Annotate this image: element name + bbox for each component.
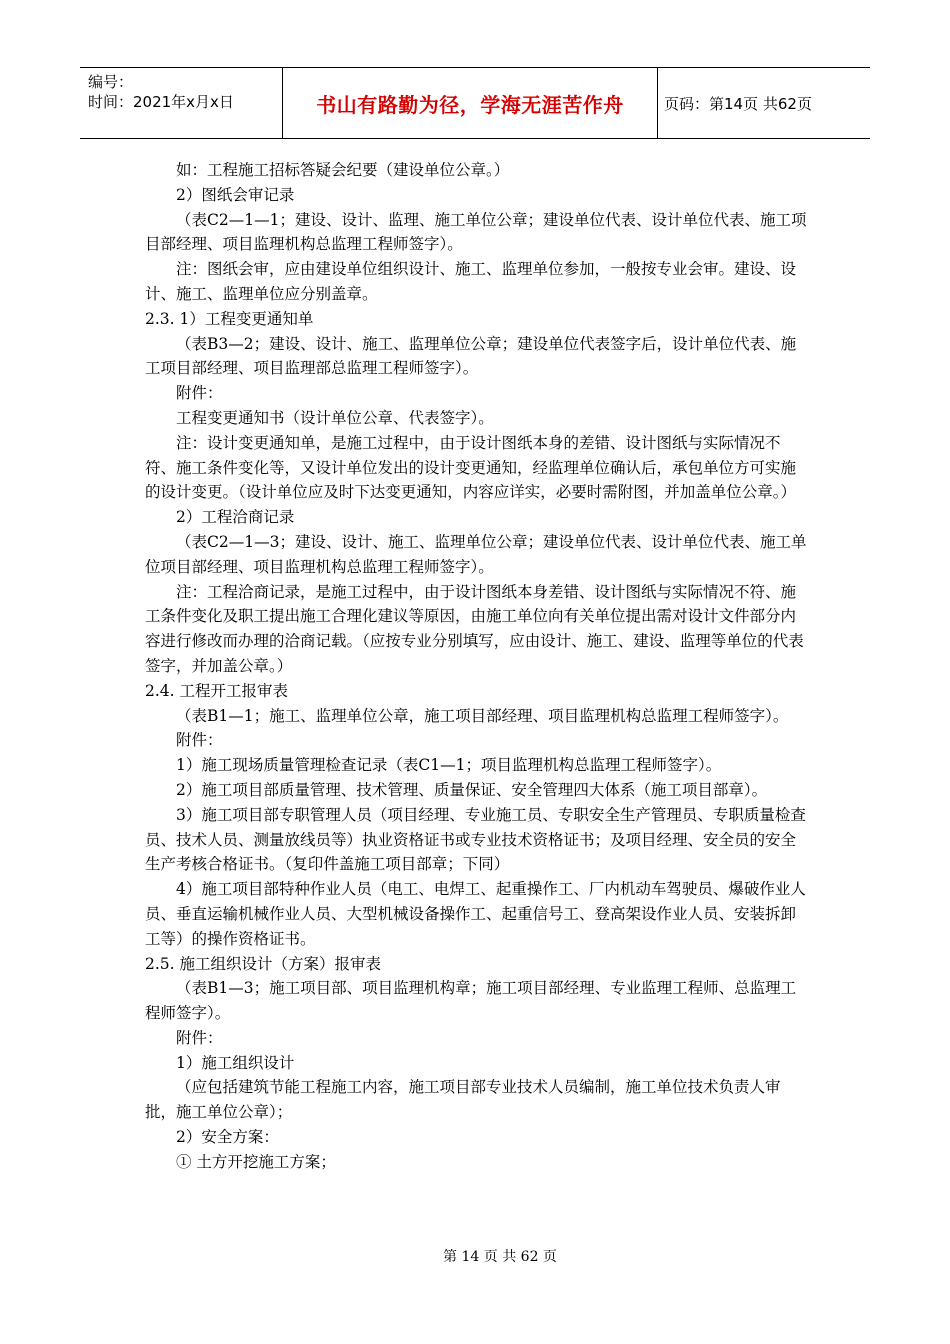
paragraph: ① 土方开挖施工方案； bbox=[176, 1152, 336, 1171]
footer-page-number: 第 14 页 共 62 页 bbox=[443, 1249, 557, 1265]
code-label: 编号： bbox=[88, 73, 134, 91]
paragraph: 1）施工现场质量管理检查记录（表C1—1；项目监理机构总监理工程师签字）。 bbox=[176, 756, 722, 775]
page-header bbox=[80, 67, 870, 139]
paragraph: 工程变更通知书（设计单位公章、代表签字）。 bbox=[176, 408, 494, 427]
paragraph: 2）安全方案： bbox=[176, 1128, 279, 1147]
paragraph: 注：图纸会审，应由建设单位组织设计、施工、监理单位参加，一般按专业会审。建设、设计、施工、监理单位应分别盖章。 bbox=[145, 260, 797, 303]
header-page-info: 页码：第14页 共62页 bbox=[664, 94, 812, 113]
paragraph: 1）施工组织设计 bbox=[176, 1053, 295, 1072]
paragraph: 4）施工项目部特种作业人员（电工、电焊工、起重操作工、厂内机动车驾驶员、爆破作业人员、垂直运输机械作业人员、大型机械设备操作工、起重信号工、登高架设作业人员、安装拆卸工等）的操作资格证书。 bbox=[145, 880, 806, 948]
paragraph: （应包括建筑节能工程施工内容，施工项目部专业技术人员编制，施工单位技术负责人审批，施工单位公章）； bbox=[145, 1078, 781, 1122]
paragraph: 2）图纸会审记录 bbox=[176, 185, 295, 204]
paragraph: （表B1—3；施工项目部、项目监理机构章；施工项目部经理、专业监理工程师、总监理工程师签字）。 bbox=[145, 979, 797, 1023]
header-motto: 书山有路勤为径，学海无涯苦作舟 bbox=[282, 68, 658, 138]
paragraph: 2）工程洽商记录 bbox=[176, 508, 295, 527]
paragraph: 如：工程施工招标答疑会纪要（建设单位公章。） bbox=[176, 161, 510, 179]
header-meta bbox=[80, 68, 282, 138]
paragraph: 附件： bbox=[176, 1028, 223, 1047]
page-footer bbox=[0, 1246, 950, 1266]
paragraph: （表C2—1—1；建设、设计、监理、施工单位公章；建设单位代表、设计单位代表、施工项目部经理、项目监理机构总监理工程师签字）。 bbox=[145, 210, 807, 254]
paragraph: 附件： bbox=[176, 384, 223, 403]
paragraph: 附件： bbox=[176, 731, 223, 750]
section-heading: 2.5. 施工组织设计（方案）报审表 bbox=[145, 954, 382, 973]
document-body bbox=[145, 158, 810, 1175]
paragraph: 注：工程洽商记录，是施工过程中，由于设计图纸本身差错、设计图纸与实际情况不符、施工条件变化及职工提出施工合理化建议等原因，由施工单位向有关单位提出需对设计文件部分内容进行修改而办理的洽商记载。（应按专业分别填写，应由设计、施工、建设、监理等单位的代表签字，并加盖公章。） bbox=[145, 582, 804, 675]
section-heading: 2.4. 工程开工报审表 bbox=[145, 681, 289, 700]
section-heading: 2.3. 1）工程变更通知单 bbox=[145, 309, 314, 328]
date-label: 时间：2021年x月x日 bbox=[88, 93, 234, 111]
paragraph: （表C2—1—3；建设、设计、施工、监理单位公章；建设单位代表、设计单位代表、施工单位项目部经理、项目监理机构总监理工程师签字）。 bbox=[145, 532, 807, 576]
paragraph: （表B3—2；建设、设计、施工、监理单位公章；建设单位代表签字后，设计单位代表、施工项目部经理、项目监理部总监理工程师签字）。 bbox=[145, 334, 797, 378]
paragraph: 2）施工项目部质量管理、技术管理、质量保证、安全管理四大体系（施工项目部章）。 bbox=[176, 780, 768, 799]
paragraph: 3）施工项目部专职管理人员（项目经理、专业施工员、专职安全生产管理员、专职质量检查员、技术人员、测量放线员等）执业资格证书或专业技术资格证书；及项目经理、安全员的安全生产考核合格证书。（复印件盖施工项目部章；下同） bbox=[145, 805, 806, 874]
paragraph: （表B1—1；施工、监理单位公章，施工项目部经理、项目监理机构总监理工程师签字）。 bbox=[176, 706, 789, 725]
paragraph: 注：设计变更通知单，是施工过程中，由于设计图纸本身的差错、设计图纸与实际情况不符、施工条件变化等，又设计单位发出的设计变更通知，经监理单位确认后，承包单位方可实施的设计变更。（设计单位应及时下达变更通知，内容应详实，必要时需附图，并加盖单位公章。） bbox=[145, 433, 797, 502]
